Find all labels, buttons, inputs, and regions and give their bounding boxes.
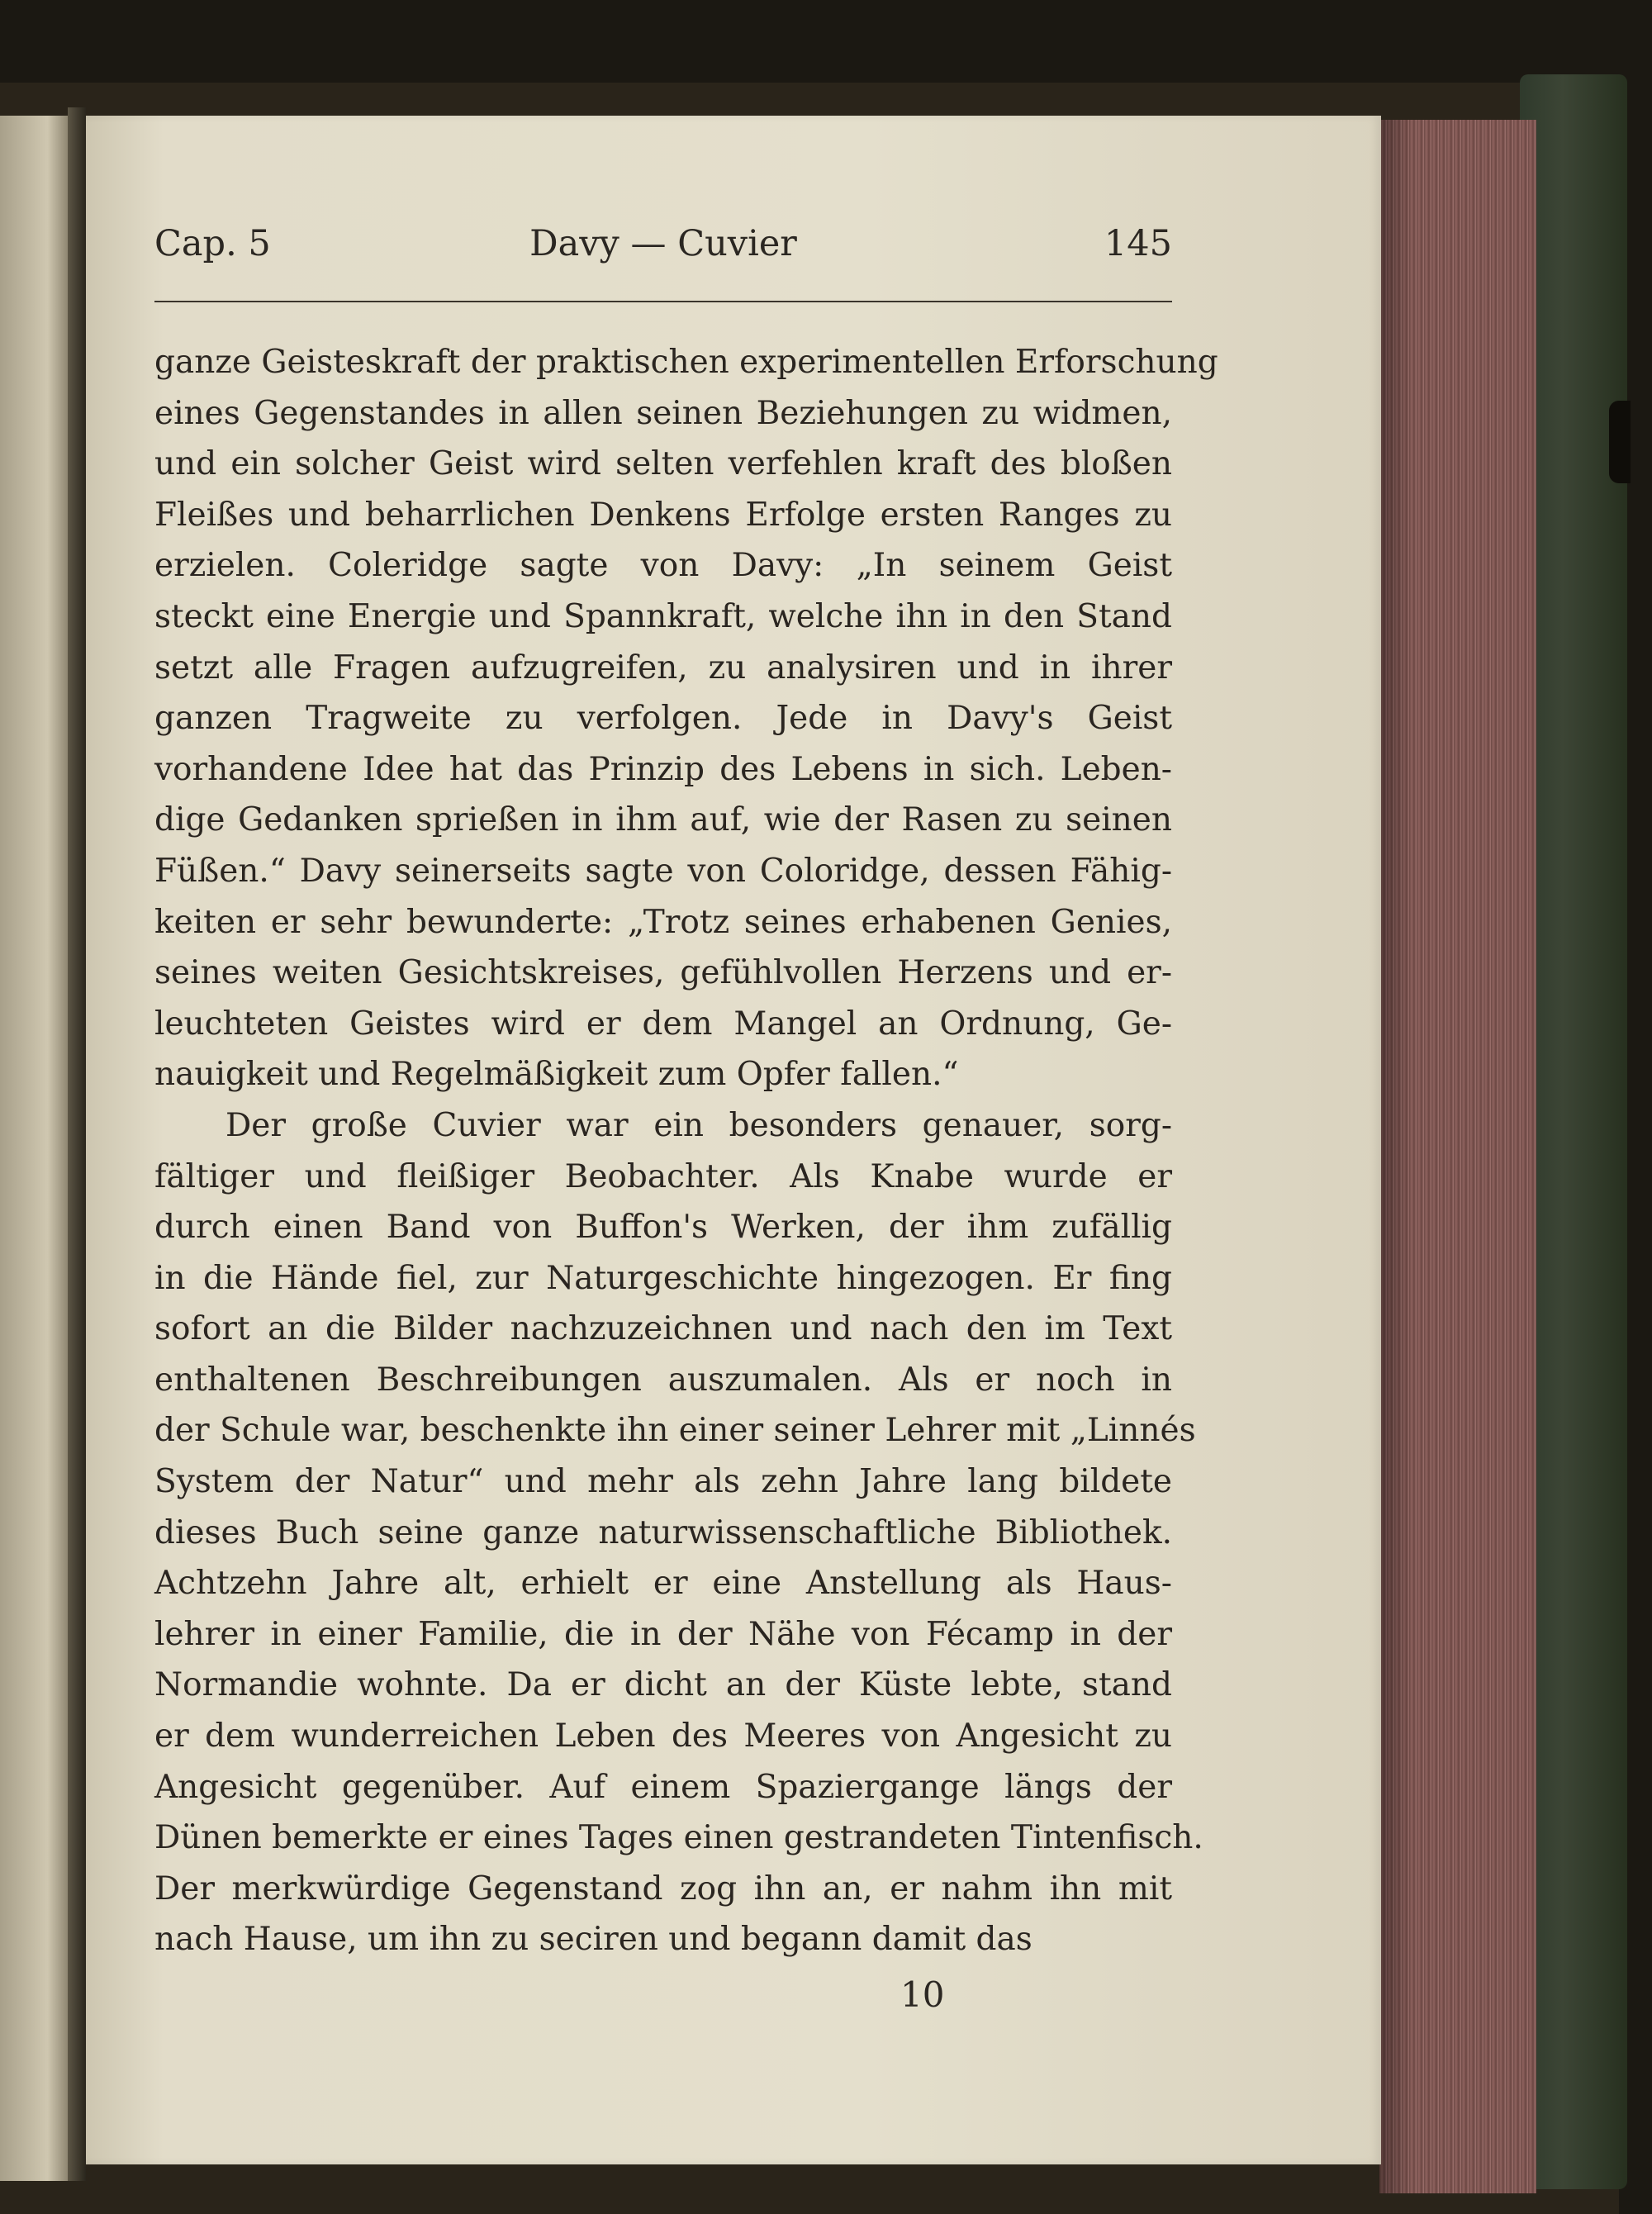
text-line: vorhandene Idee hat das Prinzip des Lebens in sich. Leben-	[154, 750, 1172, 788]
text-line: lehrer in einer Familie, die in der Nähe von Fécamp in der	[154, 1615, 1172, 1653]
text-line: Füßen.“ Davy seinerseits sagte von Coloridge, dessen Fähig-	[154, 852, 1172, 890]
text-line: sofort an die Bilder nachzuzeichnen und nach den im Text	[154, 1310, 1172, 1348]
text-line: nach Hause, um ihn zu seciren und begann damit das	[154, 1921, 1032, 1959]
text-line: eines Gegenstandes in allen seinen Beziehungen zu widmen,	[154, 394, 1172, 432]
book-gutter	[68, 107, 86, 2181]
text-line: seines weiten Gesichtskreises, gefühlvollen Herzens und er-	[154, 954, 1172, 992]
text-line: ganzen Tragweite zu verfolgen. Jede in Davy's Geist	[154, 700, 1172, 738]
text-line: durch einen Band von Buffon's Werken, der ihm zufällig	[154, 1209, 1172, 1247]
chapter-label: Cap. 5	[154, 223, 271, 264]
text-line: in die Hände fiel, zur Naturgeschichte hingezogen. Er fing	[154, 1259, 1172, 1297]
text-line: er dem wunderreichen Leben des Meeres von Angesicht zu	[154, 1718, 1172, 1756]
facing-page-edge	[0, 116, 68, 2181]
text-line: ganze Geisteskraft der praktischen experimentellen Erforschung	[154, 344, 1218, 381]
text-line: Angesicht gegenüber. Auf einem Spaziergange längs der	[154, 1768, 1172, 1806]
running-title: Davy — Cuvier	[529, 223, 797, 264]
page-stack-shadow	[1379, 120, 1412, 2193]
page-number: 145	[1104, 223, 1172, 264]
text-line: leuchteten Geistes wird er dem Mangel an Ordnung, Ge-	[154, 1005, 1172, 1043]
text-line: Der merkwürdige Gegenstand zog ihn an, er nahm ihn mit	[154, 1870, 1172, 1908]
text-line: Dünen bemerkte er eines Tages einen gestrandeten Tintenfisch.	[154, 1819, 1203, 1857]
cover-notch	[1609, 401, 1631, 483]
text-line: Normandie wohnte. Da er dicht an der Küste lebte, stand	[154, 1666, 1172, 1704]
header-rule	[154, 301, 1172, 302]
text-line: und ein solcher Geist wird selten verfehlen kraft des bloßen	[154, 445, 1172, 483]
text-line: setzt alle Fragen aufzugreifen, zu analysiren und in ihrer	[154, 649, 1172, 687]
text-line: nauigkeit und Regelmäßigkeit zum Opfer fallen.“	[154, 1056, 959, 1094]
text-line: fältiger und fleißiger Beobachter. Als Knabe wurde er	[154, 1157, 1172, 1195]
signature-mark: 10	[900, 1974, 945, 2015]
text-line: dige Gedanken sprießen in ihm auf, wie der Rasen zu seinen	[154, 801, 1172, 839]
body-text	[154, 337, 1218, 1965]
text-line: System der Natur“ und mehr als zehn Jahre lang bildete	[154, 1463, 1172, 1501]
text-line: Fleißes und beharrlichen Denkens Erfolge ersten Ranges zu	[154, 496, 1172, 534]
text-line: steckt eine Energie und Spannkraft, welche ihn in den Stand	[154, 597, 1172, 635]
text-line: dieses Buch seine ganze naturwissenschaftliche Bibliothek.	[154, 1513, 1172, 1551]
text-line: enthaltenen Beschreibungen auszumalen. Als er noch in	[154, 1361, 1172, 1399]
text-line: Der große Cuvier war ein besonders genauer, sorg-	[225, 1106, 1172, 1144]
text-line: der Schule war, beschenkte ihn einer seiner Lehrer mit „Linnés	[154, 1412, 1196, 1450]
text-line: erzielen. Coleridge sagte von Davy: „In seinem Geist	[154, 547, 1172, 585]
text-line: Achtzehn Jahre alt, erhielt er eine Anstellung als Haus-	[154, 1565, 1172, 1603]
running-head	[154, 223, 1172, 273]
text-line: keiten er sehr bewunderte: „Trotz seines erhabenen Genies,	[154, 903, 1172, 941]
